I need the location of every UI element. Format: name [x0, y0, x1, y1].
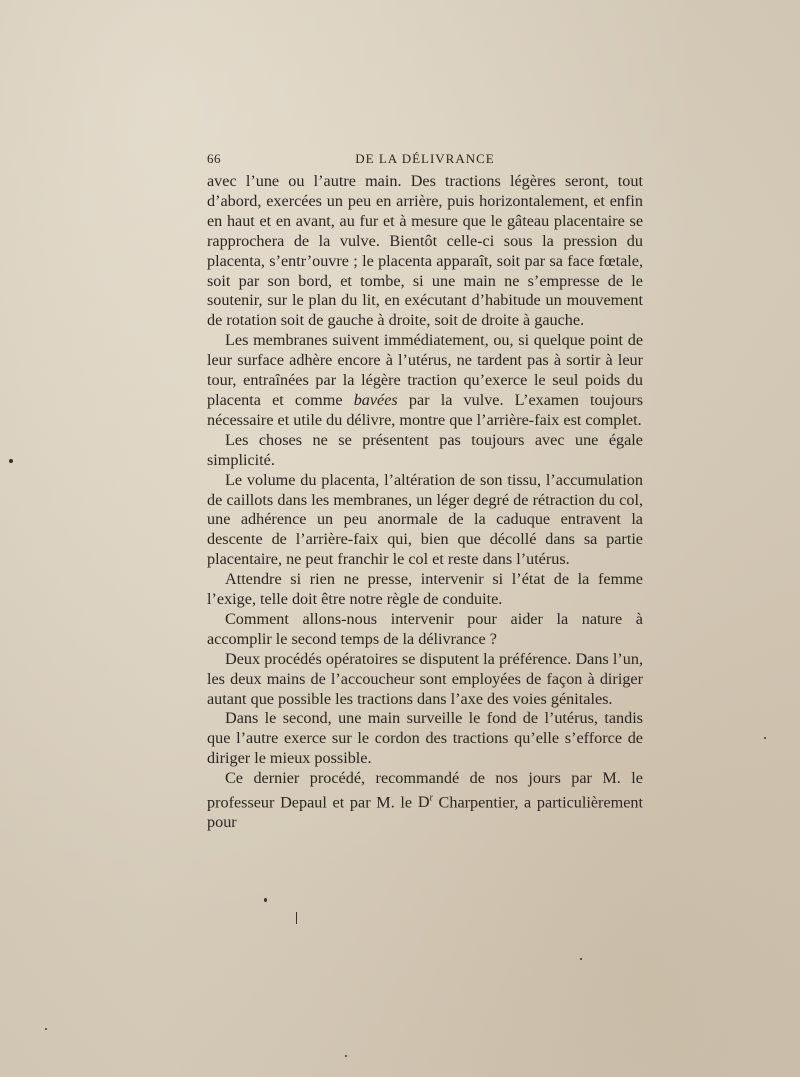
paragraph: [207, 650, 643, 710]
paragraph: [207, 610, 643, 650]
paragraph-text: par la vulve. L’examen toujours nécessaire et utile du délivre, montre que l’arrière-faix est complet.: [207, 390, 644, 429]
paragraph-text: avec l’une ou l’autre main. Des tractions légères seront, tout d’abord, exercées un peu en arrière, puis horizontalement, et enfin en haut et en avant, au fur et à mesure que le gâteau placentaire se rapprochera de la vulve. Bientôt celle-ci sous la pression du placenta, s’entr’ouvre ; le placenta apparaît, soit par sa face fœtale, soit par son bord, et tombe, si une main ne s’empresse de le soutenir, sur le plan du lit, en exécutant d’habitude un mouvement de rotation soit de gauche à droite, soit de droite à gauche.: [207, 172, 643, 330]
paper-speck: [264, 898, 267, 902]
paper-speck: [296, 912, 297, 924]
paragraph: [207, 709, 643, 769]
paragraph-text: Les membranes suivent immédiatement, ou, si quelque point de leur surface adhère encore à l’utérus, ne tardent pas à sortir à leur tour, entraînées par la légère traction qu’exerce le seul poids du placenta et comme: [207, 331, 643, 409]
paragraph-text: $D^r$: [417, 793, 433, 812]
paper-speck: [9, 459, 13, 463]
body-text: [207, 172, 643, 833]
paragraph: [207, 471, 643, 571]
paper-speck: [345, 1055, 347, 1057]
paragraph-text: Ce dernier procédé, recommandé de nos jours par M. le professeur Depaul et par M. le: [207, 769, 643, 812]
page-header: [207, 151, 643, 171]
paragraph: [207, 431, 643, 471]
paper-speck: [580, 958, 582, 960]
paragraph: [207, 172, 643, 331]
paragraph-text: Charpentier, a particulièrement pour: [207, 793, 643, 832]
paragraph: [207, 570, 643, 610]
paper-speck: [764, 737, 766, 739]
paragraph-text: Les choses ne se présentent pas toujours avec une égale simplicité.: [207, 430, 643, 469]
paragraph: [207, 769, 643, 833]
italic-term: bavées: [353, 390, 398, 409]
paragraph-text: Dans le second, une main surveille le fond de l’utérus, tandis que l’autre exerce sur le cordon des tractions qu’elle s’efforce de diriger le mieux possible.: [207, 709, 643, 768]
page-number: 66: [207, 151, 221, 166]
paragraph: [207, 331, 643, 431]
paragraph-text: Attendre si rien ne presse, intervenir si l’état de la femme l’exige, telle doit être notre règle de conduite.: [207, 570, 643, 609]
paragraph-text: Le volume du placenta, l’altération de son tissu, l’accumulation de caillots dans les membranes, un léger degré de rétraction du col, une adhérence un peu anormale de la caduque entravent la descente de l’arrière-faix qui, bien que décollé dans sa partie placentaire, ne peut franchir le col et reste dans l’utérus.: [207, 470, 643, 569]
paragraph-text: Deux procédés opératoires se disputent la préférence. Dans l’un, les deux mains de l’accoucheur sont employées de façon à diriger autant que possible les tractions dans l’axe des voies génitales.: [207, 649, 643, 708]
paragraph-text: Comment allons-nous intervenir pour aider la nature à accomplir le second temps de la délivrance ?: [207, 609, 643, 648]
running-title: DE LA DÉLIVRANCE: [355, 151, 495, 166]
paper-speck: [45, 1028, 47, 1030]
